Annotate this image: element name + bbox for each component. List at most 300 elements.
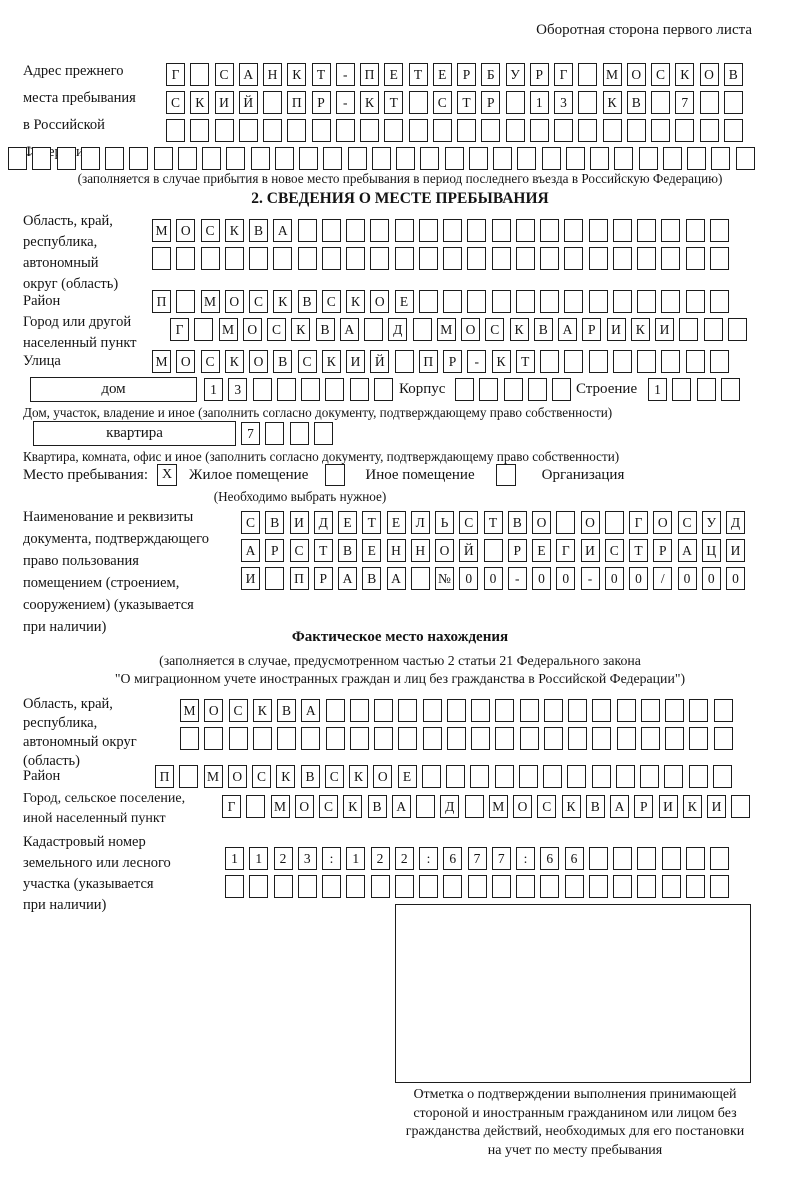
char-cell[interactable]: О xyxy=(370,290,389,313)
char-cell[interactable] xyxy=(423,699,442,722)
char-cell[interactable] xyxy=(298,247,317,270)
char-cell[interactable] xyxy=(471,699,490,722)
char-cell[interactable]: С xyxy=(433,91,452,114)
char-cell[interactable]: С xyxy=(241,511,260,534)
char-cell[interactable]: С xyxy=(605,539,624,562)
char-cell[interactable] xyxy=(314,422,333,445)
char-cell[interactable] xyxy=(686,219,705,242)
char-cell[interactable] xyxy=(637,247,656,270)
char-cell[interactable]: К xyxy=(253,699,272,722)
char-cell[interactable] xyxy=(640,765,659,788)
char-cell[interactable]: К xyxy=(276,765,295,788)
char-cell[interactable]: Н xyxy=(411,539,430,562)
char-cell[interactable]: М xyxy=(271,795,290,818)
char-cell[interactable] xyxy=(495,727,514,750)
char-cell[interactable] xyxy=(506,91,525,114)
char-cell[interactable]: С xyxy=(201,350,220,373)
char-cell[interactable] xyxy=(627,119,646,142)
char-cell[interactable] xyxy=(544,727,563,750)
char-cell[interactable] xyxy=(564,219,583,242)
char-cell[interactable] xyxy=(697,378,716,401)
char-cell[interactable]: К xyxy=(510,318,529,341)
char-cell[interactable] xyxy=(590,147,609,170)
char-cell[interactable]: И xyxy=(241,567,260,590)
char-cell[interactable] xyxy=(617,699,636,722)
char-cell[interactable]: К xyxy=(683,795,702,818)
char-cell[interactable] xyxy=(603,119,622,142)
char-cell[interactable] xyxy=(419,219,438,242)
char-cell[interactable] xyxy=(290,422,309,445)
char-cell[interactable] xyxy=(492,219,511,242)
char-cell[interactable]: И xyxy=(607,318,626,341)
char-cell[interactable] xyxy=(443,875,462,898)
char-cell[interactable] xyxy=(371,875,390,898)
char-cell[interactable] xyxy=(710,350,729,373)
char-cell[interactable] xyxy=(564,247,583,270)
char-cell[interactable]: У xyxy=(702,511,721,534)
char-cell[interactable]: О xyxy=(249,350,268,373)
char-cell[interactable]: 2 xyxy=(395,847,414,870)
char-cell[interactable]: Г xyxy=(222,795,241,818)
char-cell[interactable]: Г xyxy=(629,511,648,534)
char-cell[interactable]: П xyxy=(290,567,309,590)
char-cell[interactable] xyxy=(201,247,220,270)
char-cell[interactable]: Р xyxy=(314,567,333,590)
char-cell[interactable] xyxy=(312,119,331,142)
char-cell[interactable]: Н xyxy=(263,63,282,86)
char-cell[interactable]: И xyxy=(726,539,745,562)
char-cell[interactable]: В xyxy=(586,795,605,818)
char-cell[interactable] xyxy=(447,727,466,750)
char-cell[interactable]: О xyxy=(204,699,223,722)
char-cell[interactable]: М xyxy=(152,350,171,373)
char-cell[interactable] xyxy=(481,119,500,142)
char-cell[interactable]: М xyxy=(489,795,508,818)
char-cell[interactable] xyxy=(641,727,660,750)
char-cell[interactable]: П xyxy=(360,63,379,86)
char-cell[interactable]: К xyxy=(349,765,368,788)
char-cell[interactable]: Т xyxy=(484,511,503,534)
char-cell[interactable] xyxy=(679,318,698,341)
char-cell[interactable]: В xyxy=(508,511,527,534)
char-cell[interactable] xyxy=(484,539,503,562)
char-cell[interactable]: : xyxy=(419,847,438,870)
char-cell[interactable] xyxy=(360,119,379,142)
char-cell[interactable]: С xyxy=(229,699,248,722)
char-cell[interactable] xyxy=(190,63,209,86)
char-cell[interactable]: О xyxy=(700,63,719,86)
char-cell[interactable]: 6 xyxy=(443,847,462,870)
char-cell[interactable]: В xyxy=(277,699,296,722)
char-cell[interactable] xyxy=(661,247,680,270)
char-cell[interactable] xyxy=(665,727,684,750)
char-cell[interactable]: А xyxy=(338,567,357,590)
char-cell[interactable]: А xyxy=(273,219,292,242)
char-cell[interactable]: 6 xyxy=(565,847,584,870)
char-cell[interactable] xyxy=(395,875,414,898)
char-cell[interactable] xyxy=(543,765,562,788)
char-cell[interactable]: 3 xyxy=(298,847,317,870)
char-cell[interactable] xyxy=(544,699,563,722)
char-cell[interactable]: П xyxy=(287,91,306,114)
char-cell[interactable] xyxy=(568,699,587,722)
char-cell[interactable] xyxy=(637,350,656,373)
char-cell[interactable] xyxy=(226,147,245,170)
char-cell[interactable]: 0 xyxy=(556,567,575,590)
char-cell[interactable] xyxy=(409,119,428,142)
char-cell[interactable] xyxy=(651,119,670,142)
char-cell[interactable]: К xyxy=(562,795,581,818)
char-cell[interactable] xyxy=(326,727,345,750)
char-cell[interactable] xyxy=(664,765,683,788)
char-cell[interactable] xyxy=(589,350,608,373)
char-cell[interactable]: И xyxy=(659,795,678,818)
char-cell[interactable]: Р xyxy=(634,795,653,818)
char-cell[interactable]: 2 xyxy=(274,847,293,870)
char-cell[interactable] xyxy=(517,147,536,170)
char-cell[interactable] xyxy=(326,699,345,722)
char-cell[interactable] xyxy=(446,765,465,788)
char-cell[interactable]: 1 xyxy=(225,847,244,870)
char-cell[interactable] xyxy=(350,378,369,401)
char-cell[interactable] xyxy=(504,378,523,401)
char-cell[interactable]: М xyxy=(437,318,456,341)
char-cell[interactable] xyxy=(495,765,514,788)
char-cell[interactable] xyxy=(516,247,535,270)
char-cell[interactable] xyxy=(495,699,514,722)
char-cell[interactable] xyxy=(322,875,341,898)
char-cell[interactable] xyxy=(492,290,511,313)
char-cell[interactable] xyxy=(409,91,428,114)
char-cell[interactable] xyxy=(540,350,559,373)
char-cell[interactable] xyxy=(689,699,708,722)
char-cell[interactable]: 0 xyxy=(605,567,624,590)
char-cell[interactable]: С xyxy=(459,511,478,534)
char-cell[interactable] xyxy=(665,699,684,722)
char-cell[interactable] xyxy=(617,727,636,750)
char-cell[interactable]: К xyxy=(343,795,362,818)
char-cell[interactable] xyxy=(516,290,535,313)
char-cell[interactable]: 0 xyxy=(532,567,551,590)
char-cell[interactable] xyxy=(578,119,597,142)
char-cell[interactable]: Т xyxy=(457,91,476,114)
char-cell[interactable] xyxy=(322,219,341,242)
char-cell[interactable]: И xyxy=(290,511,309,534)
char-cell[interactable]: У xyxy=(506,63,525,86)
inoe-checkbox[interactable] xyxy=(325,464,345,486)
char-cell[interactable]: С xyxy=(215,63,234,86)
char-cell[interactable] xyxy=(370,247,389,270)
char-cell[interactable] xyxy=(605,511,624,534)
char-cell[interactable]: К xyxy=(346,290,365,313)
char-cell[interactable] xyxy=(589,219,608,242)
char-cell[interactable] xyxy=(166,119,185,142)
char-cell[interactable]: О xyxy=(653,511,672,534)
char-cell[interactable] xyxy=(346,875,365,898)
char-cell[interactable] xyxy=(700,119,719,142)
char-cell[interactable]: М xyxy=(204,765,223,788)
char-cell[interactable] xyxy=(253,378,272,401)
char-cell[interactable] xyxy=(540,290,559,313)
char-cell[interactable] xyxy=(592,765,611,788)
organizatsiya-checkbox[interactable] xyxy=(496,464,516,486)
char-cell[interactable] xyxy=(467,219,486,242)
char-cell[interactable]: Р xyxy=(530,63,549,86)
char-cell[interactable] xyxy=(467,247,486,270)
char-cell[interactable]: Р xyxy=(582,318,601,341)
char-cell[interactable] xyxy=(613,875,632,898)
char-cell[interactable]: О xyxy=(461,318,480,341)
char-cell[interactable] xyxy=(346,247,365,270)
char-cell[interactable] xyxy=(613,219,632,242)
char-cell[interactable] xyxy=(419,875,438,898)
char-cell[interactable] xyxy=(520,727,539,750)
char-cell[interactable] xyxy=(724,119,743,142)
char-cell[interactable]: 0 xyxy=(459,567,478,590)
char-cell[interactable] xyxy=(661,350,680,373)
char-cell[interactable]: В xyxy=(316,318,335,341)
char-cell[interactable] xyxy=(423,727,442,750)
char-cell[interactable] xyxy=(736,147,755,170)
char-cell[interactable] xyxy=(567,765,586,788)
char-cell[interactable] xyxy=(506,119,525,142)
char-cell[interactable]: К xyxy=(225,350,244,373)
char-cell[interactable]: О xyxy=(373,765,392,788)
char-cell[interactable]: С xyxy=(537,795,556,818)
char-cell[interactable]: И xyxy=(215,91,234,114)
char-cell[interactable] xyxy=(492,875,511,898)
char-cell[interactable] xyxy=(443,290,462,313)
char-cell[interactable] xyxy=(689,765,708,788)
char-cell[interactable] xyxy=(471,727,490,750)
char-cell[interactable]: С xyxy=(325,765,344,788)
char-cell[interactable] xyxy=(614,147,633,170)
char-cell[interactable] xyxy=(686,247,705,270)
char-cell[interactable]: И xyxy=(581,539,600,562)
char-cell[interactable]: К xyxy=(675,63,694,86)
char-cell[interactable] xyxy=(556,511,575,534)
char-cell[interactable] xyxy=(398,699,417,722)
char-cell[interactable]: В xyxy=(534,318,553,341)
char-cell[interactable] xyxy=(433,119,452,142)
char-cell[interactable] xyxy=(568,727,587,750)
char-cell[interactable] xyxy=(180,727,199,750)
char-cell[interactable] xyxy=(468,875,487,898)
char-cell[interactable]: 1 xyxy=(204,378,223,401)
char-cell[interactable]: : xyxy=(322,847,341,870)
char-cell[interactable]: В xyxy=(298,290,317,313)
char-cell[interactable]: М xyxy=(219,318,238,341)
char-cell[interactable] xyxy=(566,147,585,170)
char-cell[interactable]: К xyxy=(291,318,310,341)
char-cell[interactable] xyxy=(492,247,511,270)
char-cell[interactable]: А xyxy=(340,318,359,341)
char-cell[interactable] xyxy=(229,727,248,750)
char-cell[interactable] xyxy=(728,318,747,341)
char-cell[interactable]: С xyxy=(678,511,697,534)
char-cell[interactable]: - xyxy=(581,567,600,590)
char-cell[interactable]: К xyxy=(603,91,622,114)
char-cell[interactable] xyxy=(215,119,234,142)
char-cell[interactable] xyxy=(447,699,466,722)
char-cell[interactable] xyxy=(704,318,723,341)
char-cell[interactable]: № xyxy=(435,567,454,590)
char-cell[interactable]: А xyxy=(241,539,260,562)
char-cell[interactable] xyxy=(420,147,439,170)
char-cell[interactable]: Р xyxy=(457,63,476,86)
char-cell[interactable] xyxy=(565,875,584,898)
char-cell[interactable] xyxy=(662,875,681,898)
char-cell[interactable]: П xyxy=(155,765,174,788)
char-cell[interactable] xyxy=(686,875,705,898)
char-cell[interactable] xyxy=(249,247,268,270)
char-cell[interactable] xyxy=(396,147,415,170)
char-cell[interactable]: Г xyxy=(554,63,573,86)
char-cell[interactable]: М xyxy=(201,290,220,313)
char-cell[interactable]: Р xyxy=(481,91,500,114)
char-cell[interactable] xyxy=(372,147,391,170)
char-cell[interactable] xyxy=(81,147,100,170)
char-cell[interactable]: Р xyxy=(443,350,462,373)
char-cell[interactable] xyxy=(176,247,195,270)
char-cell[interactable]: Г xyxy=(170,318,189,341)
char-cell[interactable]: О xyxy=(243,318,262,341)
char-cell[interactable]: С xyxy=(201,219,220,242)
char-cell[interactable]: Д xyxy=(726,511,745,534)
char-cell[interactable]: Д xyxy=(388,318,407,341)
char-cell[interactable]: И xyxy=(655,318,674,341)
char-cell[interactable] xyxy=(204,727,223,750)
char-cell[interactable]: К xyxy=(190,91,209,114)
char-cell[interactable]: Й xyxy=(459,539,478,562)
char-cell[interactable] xyxy=(323,147,342,170)
char-cell[interactable]: Т xyxy=(312,63,331,86)
char-cell[interactable] xyxy=(249,875,268,898)
char-cell[interactable]: 1 xyxy=(648,378,667,401)
char-cell[interactable] xyxy=(530,119,549,142)
char-cell[interactable]: Е xyxy=(532,539,551,562)
char-cell[interactable] xyxy=(540,219,559,242)
char-cell[interactable] xyxy=(721,378,740,401)
char-cell[interactable] xyxy=(419,247,438,270)
char-cell[interactable]: О xyxy=(176,219,195,242)
char-cell[interactable]: С xyxy=(252,765,271,788)
zhiloe-checkbox[interactable]: X xyxy=(157,464,177,486)
char-cell[interactable] xyxy=(651,91,670,114)
char-cell[interactable] xyxy=(350,699,369,722)
char-cell[interactable] xyxy=(395,247,414,270)
char-cell[interactable] xyxy=(687,147,706,170)
char-cell[interactable] xyxy=(176,290,195,313)
char-cell[interactable]: С xyxy=(651,63,670,86)
char-cell[interactable] xyxy=(374,378,393,401)
char-cell[interactable] xyxy=(639,147,658,170)
char-cell[interactable] xyxy=(422,765,441,788)
char-cell[interactable]: М xyxy=(180,699,199,722)
char-cell[interactable] xyxy=(700,91,719,114)
char-cell[interactable]: О xyxy=(225,290,244,313)
char-cell[interactable] xyxy=(395,350,414,373)
char-cell[interactable] xyxy=(710,219,729,242)
char-cell[interactable]: А xyxy=(678,539,697,562)
char-cell[interactable] xyxy=(564,290,583,313)
char-cell[interactable]: 6 xyxy=(540,847,559,870)
char-cell[interactable]: П xyxy=(419,350,438,373)
char-cell[interactable] xyxy=(301,378,320,401)
char-cell[interactable] xyxy=(479,378,498,401)
char-cell[interactable] xyxy=(592,699,611,722)
char-cell[interactable] xyxy=(554,119,573,142)
char-cell[interactable] xyxy=(225,875,244,898)
char-cell[interactable] xyxy=(661,290,680,313)
char-cell[interactable] xyxy=(493,147,512,170)
char-cell[interactable] xyxy=(374,699,393,722)
char-cell[interactable] xyxy=(398,727,417,750)
char-cell[interactable] xyxy=(8,147,27,170)
char-cell[interactable] xyxy=(374,727,393,750)
char-cell[interactable]: Р xyxy=(265,539,284,562)
char-cell[interactable] xyxy=(178,147,197,170)
char-cell[interactable] xyxy=(298,875,317,898)
char-cell[interactable]: Е xyxy=(384,63,403,86)
char-cell[interactable] xyxy=(637,219,656,242)
char-cell[interactable]: Р xyxy=(312,91,331,114)
char-cell[interactable] xyxy=(641,699,660,722)
char-cell[interactable]: И xyxy=(346,350,365,373)
char-cell[interactable] xyxy=(443,247,462,270)
char-cell[interactable] xyxy=(542,147,561,170)
char-cell[interactable] xyxy=(616,765,635,788)
char-cell[interactable] xyxy=(202,147,221,170)
char-cell[interactable] xyxy=(273,247,292,270)
char-cell[interactable]: Н xyxy=(387,539,406,562)
char-cell[interactable]: В xyxy=(724,63,743,86)
char-cell[interactable] xyxy=(246,795,265,818)
char-cell[interactable] xyxy=(265,567,284,590)
char-cell[interactable]: В xyxy=(362,567,381,590)
char-cell[interactable]: К xyxy=(273,290,292,313)
char-cell[interactable]: Р xyxy=(653,539,672,562)
char-cell[interactable]: - xyxy=(336,63,355,86)
char-cell[interactable] xyxy=(637,847,656,870)
char-cell[interactable] xyxy=(589,247,608,270)
char-cell[interactable]: В xyxy=(368,795,387,818)
char-cell[interactable]: Й xyxy=(370,350,389,373)
char-cell[interactable] xyxy=(225,247,244,270)
char-cell[interactable]: 1 xyxy=(249,847,268,870)
char-cell[interactable]: В xyxy=(338,539,357,562)
char-cell[interactable]: О xyxy=(627,63,646,86)
char-cell[interactable]: И xyxy=(707,795,726,818)
char-cell[interactable] xyxy=(370,219,389,242)
char-cell[interactable]: Д xyxy=(314,511,333,534)
char-cell[interactable]: О xyxy=(513,795,532,818)
char-cell[interactable]: В xyxy=(249,219,268,242)
char-cell[interactable]: К xyxy=(492,350,511,373)
char-cell[interactable]: Т xyxy=(629,539,648,562)
char-cell[interactable] xyxy=(190,119,209,142)
char-cell[interactable] xyxy=(325,378,344,401)
char-cell[interactable] xyxy=(364,318,383,341)
char-cell[interactable]: Л xyxy=(411,511,430,534)
char-cell[interactable] xyxy=(105,147,124,170)
char-cell[interactable]: А xyxy=(392,795,411,818)
char-cell[interactable]: К xyxy=(287,63,306,86)
char-cell[interactable]: 7 xyxy=(241,422,260,445)
char-cell[interactable] xyxy=(469,147,488,170)
char-cell[interactable]: К xyxy=(322,350,341,373)
char-cell[interactable]: Т xyxy=(362,511,381,534)
